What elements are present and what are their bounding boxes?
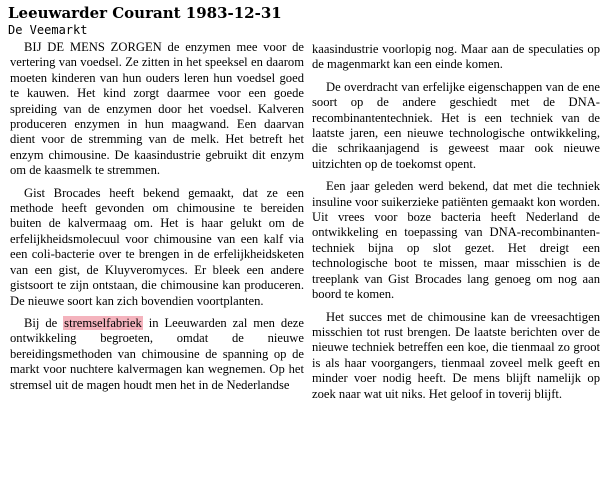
paragraph-5: De overdracht van erfelijke eigenschappen van de ene soort op de andere geschiedt met de DNA-recombinantentechniek. Het is een techniek van de laatste jaren, een nieuwe technologische ontwikkeling, die schrikaanjagend is geweest maar ook nieuwe uitzichten op de toekomst opent. (312, 79, 600, 171)
highlighted-term: stremselfabriek (64, 315, 142, 330)
article-column-right (312, 42, 600, 488)
article-header (8, 4, 308, 38)
paragraph-4: kaasindustrie voorlopig nog. Maar aan de speculaties op de magenmarkt kan een einde komen. (312, 42, 600, 72)
lead-in: BIJ DE MENS ZORGEN (24, 40, 162, 54)
article-column-left (10, 40, 304, 490)
paragraph-1-text: de enzymen mee voor de vertering van voedsel. Ze zitten in het speeksel en daarom moeten kinderen van hun ouders leren hun voedsel goed te kauwen. Het kind zorgt daarmee voor een goede spreiding van de enzymen door het voedsel. Kalveren produceren enzymen in hun maagwand. Een daarvan dient voor de stremming van de melk. Het betreft het enzym chimousine. De kaasindustrie gebruikt dit enzym om de kaasmelk te stremmen. (10, 40, 304, 178)
newspaper-title: Leeuwarder Courant 1983-12-31 (8, 4, 282, 22)
paragraph-3-start: Bij de (24, 315, 64, 330)
paragraph-3 (10, 316, 304, 393)
paragraph-7: Het succes met de chimousine kan de vreesachtigen misschien tot rust brengen. De laatste berichten over de nieuwe techniek betreffen een koe, die tienmaal zo groot is als haar voorgangers, tienmaal zoveel melk geeft en minder voer nodig heeft. De mens blijft namelijk op zoek naar wat uit niks. Het geloof in toverij blijft. (312, 309, 600, 401)
paragraph-6: Een jaar geleden werd bekend, dat met die techniek insuline voor suikerzieke patiënten gemaakt kon worden. Uit vrees voor boze bacteria heeft Nederland de ontwikkeling en toepassing van DNA-recombinanten-techniek bijna op slot gezet. Het dreigt een technologische boot te missen, maar misschien is de treeplank van Gist Brocades lang genoeg om nog aan boord te komen. (312, 179, 600, 302)
article-column-name: De Veemarkt (8, 23, 88, 37)
paragraph-2: Gist Brocades heeft bekend gemaakt, dat ze een methode heeft gevonden om chimousine te bereiden buiten de kalvermaag om. Het is haar gelukt om de erfelijkheidsmolecuul voor chimousine van een kalf via een coli-bacterie over te brengen in de erfelijkheidsketen van een gist, de Kluyveromyces. Er bleek een andere gistsoort te zijn ontstaan, die chimousine kan produceren. De nieuwe soort kan zich bovendien voortplanten. (10, 185, 304, 308)
paragraph-3-rest: in Leeuwarden zal men deze ontwikkeling begroeten, omdat de nieuwe bereidingsmethoden van chimousine de spanning op de markt voor nuchtere kalvermagen kan wegnemen. Op het stremsel uit de magen houdt men het in de Nederlandse (10, 315, 304, 392)
paragraph-1 (10, 40, 304, 179)
